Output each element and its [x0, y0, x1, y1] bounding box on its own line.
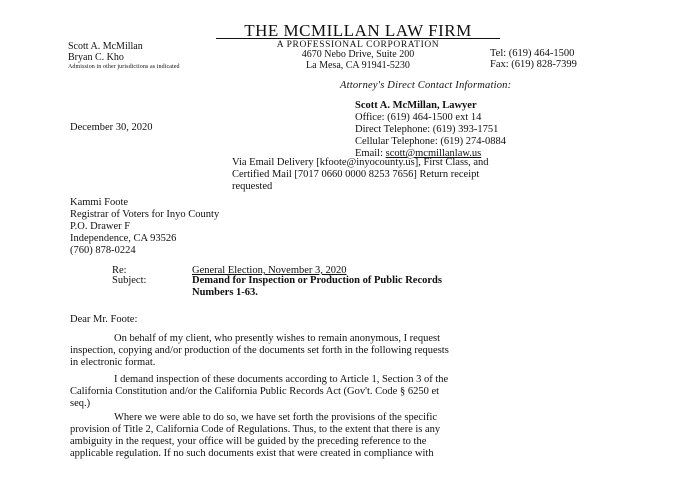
contact-heading: Attorney's Direct Contact Information: [340, 80, 512, 91]
subject-label: Subject: [112, 275, 147, 286]
delivery-line: Via Email Delivery [kfoote@inyocounty.us], First Class, and [232, 157, 489, 168]
firm-address [216, 50, 500, 71]
delivery-line: Certified Mail [7017 0660 0000 8253 7656] Return receipt [232, 169, 480, 180]
contact-name: Scott A. McMillan, Lawyer [355, 100, 477, 111]
firm-address-line: La Mesa, CA 91941-5230 [306, 59, 410, 71]
delivery-method [232, 157, 612, 193]
paragraph-line: inspection, copying and/or production of the documents set forth in the following requests [70, 345, 449, 356]
recipient-line: (760) 878-0224 [70, 245, 136, 256]
salutation: Dear Mr. Foote: [70, 314, 138, 325]
letter-date: December 30, 2020 [70, 122, 153, 133]
email-link[interactable]: scott@mcmillanlaw.us [385, 148, 482, 159]
contact-direct: Direct Telephone: (619) 393-1751 [355, 124, 499, 135]
fax: Fax: (619) 828-7399 [490, 59, 577, 70]
recipient-address [70, 197, 219, 257]
contact-cellular: Cellular Telephone: (619) 274-0884 [355, 136, 506, 147]
attorney-list [68, 42, 143, 63]
firm-name: THE MCMILLAN LAW FIRM [244, 21, 472, 40]
paragraph-line: ambiguity in the request, your office will be guided by the preceding reference to the [70, 436, 427, 447]
attorney-name: Scott A. McMillan [68, 41, 143, 52]
recipient-line: Independence, CA 93526 [70, 233, 177, 244]
subject-line: Demand for Inspection or Production of Public Records [192, 275, 442, 286]
body-paragraph-1 [70, 333, 449, 369]
paragraph-line: seq.) [70, 398, 91, 409]
body-paragraph-2 [70, 374, 448, 410]
attorney-name: Bryan C. Kho [68, 51, 124, 63]
paragraph-line: Where we were able to do so, we have set forth the provisions of the specific [114, 412, 438, 423]
paragraph-line: applicable regulation. If no such documents exist that were created in compliance with [70, 448, 434, 459]
contact-office: Office: (619) 464-1500 ext 14 [355, 112, 482, 123]
paragraph-line: California Constitution and/or the California Public Records Act (Gov't. Code § 6250 et [70, 386, 440, 397]
firm-address-line: 4670 Nebo Drive, Suite 200 [301, 49, 415, 60]
recipient-line: P.O. Drawer F [70, 221, 131, 232]
admission-note: Admission in other jurisdictions as indicated [68, 64, 180, 70]
recipient-line: Kammi Foote [70, 197, 129, 208]
firm-phones [490, 48, 577, 70]
subject-value [192, 275, 442, 299]
delivery-line: requested [232, 181, 273, 192]
re-value: General Election, November 3, 2020 [192, 265, 347, 276]
contact-block [355, 100, 506, 160]
subject-line: Numbers 1-63. [192, 287, 258, 298]
telephone: Tel: (619) 464-1500 [490, 48, 575, 59]
paragraph-line: I demand inspection of these documents according to Article 1, Section 3 of the [114, 374, 449, 385]
firm-corporation: A PROFESSIONAL CORPORATION [276, 40, 440, 50]
body-paragraph-3 [70, 412, 440, 460]
paragraph-line: provision of Title 2, California Code of Regulations. Thus, to the extent that there is any [70, 424, 441, 435]
recipient-line: Registrar of Voters for Inyo County [70, 209, 220, 220]
email-label: Email: [355, 148, 383, 159]
re-label: Re: [112, 265, 127, 276]
paragraph-line: in electronic format. [70, 357, 156, 368]
letterhead-divider [216, 38, 500, 39]
paragraph-line: On behalf of my client, who presently wishes to remain anonymous, I request [114, 333, 441, 344]
